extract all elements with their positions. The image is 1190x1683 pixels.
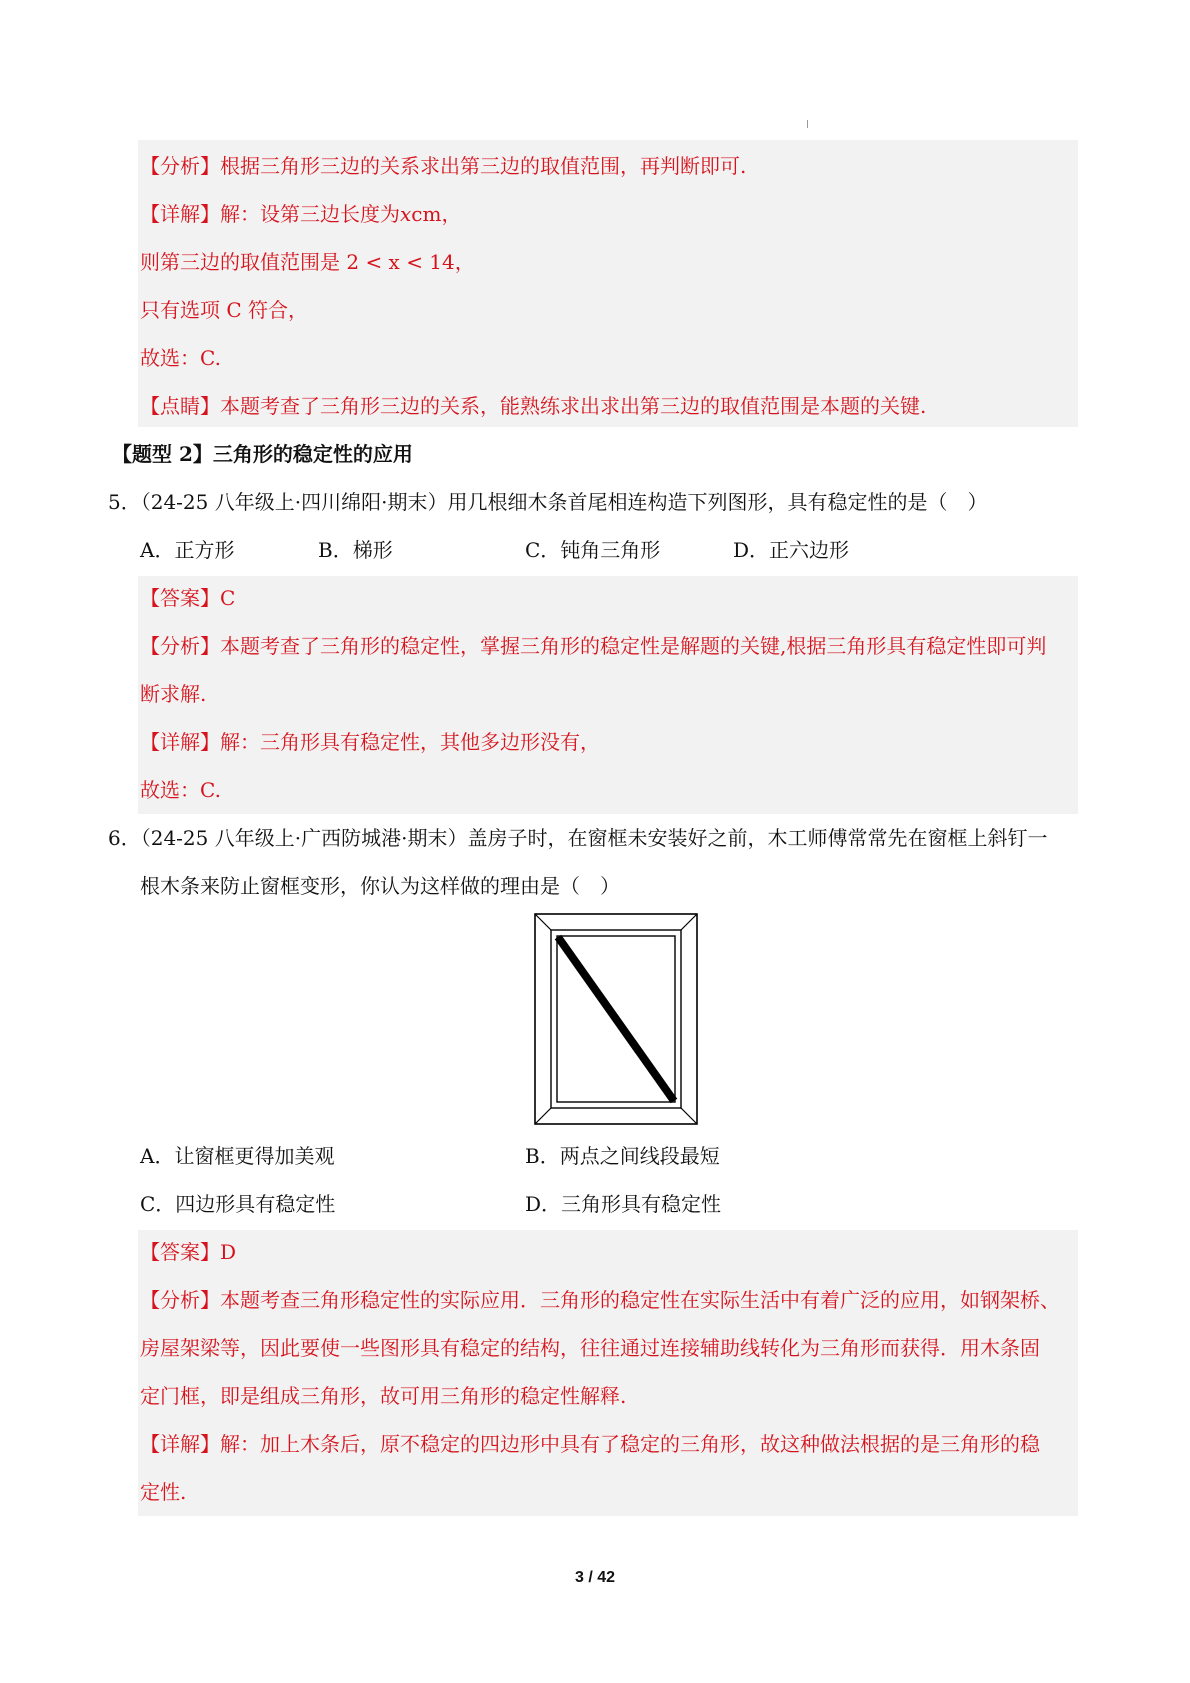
- q6-answer: 【答案】D: [140, 1240, 237, 1264]
- q6-detail-line1: 【详解】解：加上木条后，原不稳定的四边形中具有了稳定的三角形，故这种做法根据的是三角形的稳: [140, 1432, 1040, 1456]
- detail-body: 解：设第三边长度为: [220, 202, 400, 226]
- solution-box-q6: [138, 1230, 1078, 1516]
- solution-box-previous: [138, 140, 1078, 427]
- range-prefix: 则第三边的取值范围是: [140, 250, 340, 274]
- q6-analysis-line3: 定门框，即是组成三角形，故可用三角形的稳定性解释.: [140, 1384, 627, 1408]
- q5-stem: 5．（24-25 八年级上·四川绵阳·期末）用几根细木条首尾相连构造下列图形，具有稳定性的是（ ）: [108, 490, 988, 514]
- q5-analysis-line1: 【分析】本题考查了三角形的稳定性，掌握三角形的稳定性是解题的关键,根据三角形具有稳定性即可判: [140, 634, 1047, 658]
- range-text: [140, 250, 475, 274]
- range-expression: 2 < x < 14，: [346, 250, 475, 274]
- only-c-text: 只有选项 C 符合，: [140, 298, 309, 322]
- header-mark: [807, 120, 808, 128]
- q5-option-a: A．正方形: [140, 538, 235, 562]
- section-heading: 【题型 2】三角形的稳定性的应用: [112, 442, 413, 466]
- q5-analysis-line2: 断求解.: [140, 682, 207, 706]
- q5-answer: 【答案】C: [140, 586, 236, 610]
- q6-stem-line2: 根木条来防止窗框变形，你认为这样做的理由是（ ）: [140, 874, 620, 898]
- solution-box-q5: [138, 576, 1078, 814]
- window-frame-figure: [534, 913, 704, 1127]
- q6-detail-line2: 定性.: [140, 1480, 187, 1504]
- q6-option-c: C．四边形具有稳定性: [140, 1192, 336, 1216]
- q5-option-c: C．钝角三角形: [525, 538, 661, 562]
- comment-text: 【点睛】本题考查了三角形三边的关系，能熟练求出求出第三边的取值范围是本题的关键.: [140, 394, 927, 418]
- q6-analysis-line1: 【分析】本题考查三角形稳定性的实际应用．三角形的稳定性在实际生活中有着广泛的应用，如钢架桥、: [140, 1288, 1060, 1312]
- q6-stem-line1: 6．（24-25 八年级上·广西防城港·期末）盖房子时，在窗框未安装好之前，木工师傅常常先在窗框上斜钉一: [108, 826, 1048, 850]
- detail-unit: cm，: [411, 202, 462, 226]
- q5-option-b: B．梯形: [318, 538, 393, 562]
- q6-option-b: B．两点之间线段最短: [525, 1144, 720, 1168]
- detail-tag: 【详解】: [140, 202, 220, 226]
- analysis-text: 【分析】根据三角形三边的关系求出第三边的取值范围，再判断即可.: [140, 154, 747, 178]
- page-number: 3 / 42: [574, 1569, 616, 1586]
- q5-detail: 【详解】解：三角形具有稳定性，其他多边形没有，: [140, 730, 600, 754]
- q6-analysis-line2: 房屋架梁等，因此要使一些图形具有稳定的结构，往往通过连接辅助线转化为三角形而获得．用木条固: [140, 1336, 1040, 1360]
- variable-x: x: [400, 202, 412, 226]
- q5-choose: 故选：C.: [140, 778, 221, 802]
- detail-text: [140, 202, 461, 226]
- q5-option-d: D．正六边形: [733, 538, 850, 562]
- q6-option-d: D．三角形具有稳定性: [525, 1192, 722, 1216]
- choose-text: 故选：C.: [140, 346, 221, 370]
- q6-option-a: A．让窗框更得加美观: [140, 1144, 335, 1168]
